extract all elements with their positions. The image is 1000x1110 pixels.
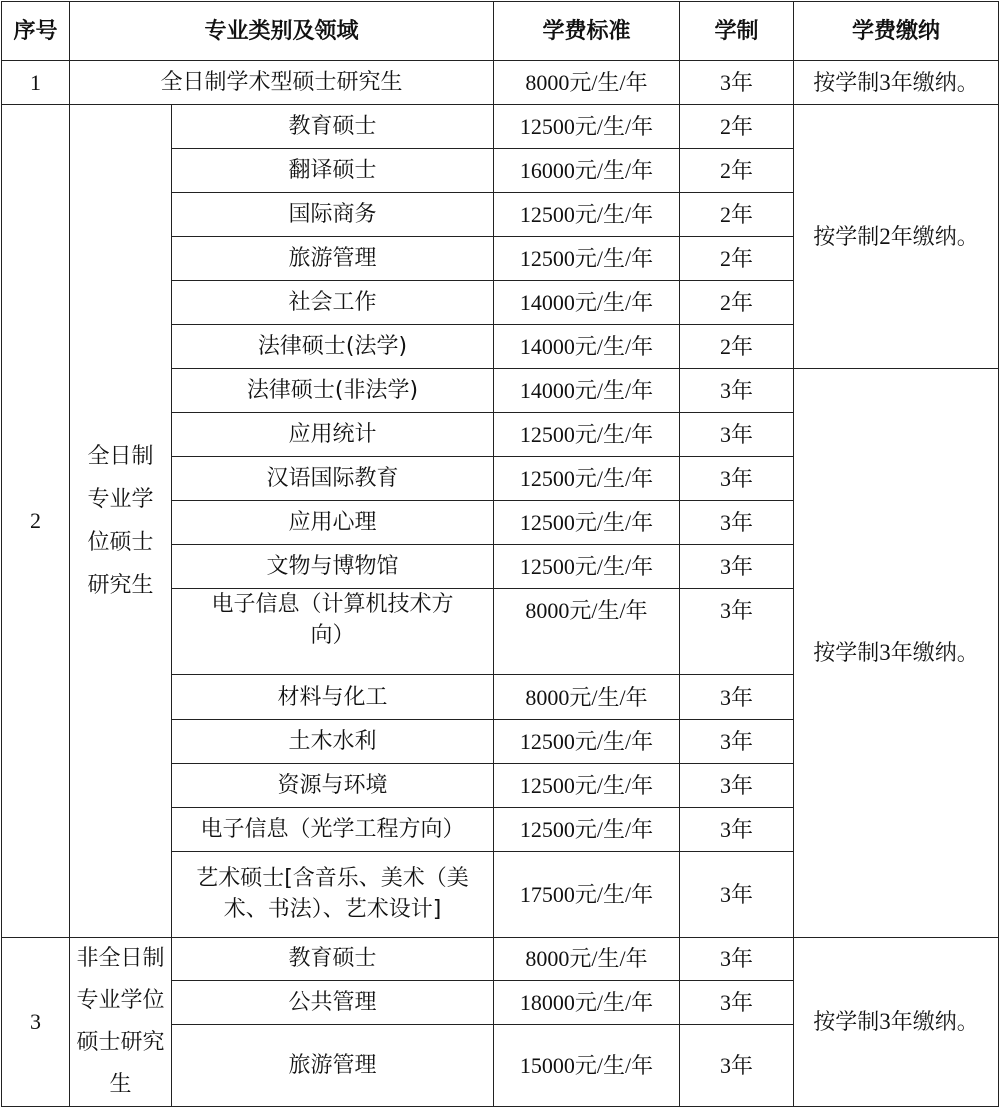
payment-years: 3 [879,639,891,665]
duration-cell: 3年 [680,545,794,589]
duration-cell: 3年 [680,61,794,105]
fee-cell: 12500元/生/年 [494,545,680,589]
tuition-fee-table [1,1,999,1107]
payment-prefix: 按学制 [813,640,880,666]
payment-years: 3 [879,69,891,95]
major-cell: 教育硕士 [172,937,494,980]
major-cell: 公共管理 [172,980,494,1024]
major-cell: 应用心理 [172,501,494,545]
payment-suffix: 年缴纳。 [890,640,979,666]
fee-cell: 12500元/生/年 [494,457,680,501]
duration-cell: 3年 [680,719,794,763]
major-cell: 电子信息（光学工程方向） [172,807,494,851]
header-category: 专业类别及领域 [70,2,494,61]
payment-years: 3 [879,1008,891,1034]
header-fee: 学费标准 [494,2,680,61]
fee-cell: 18000元/生/年 [494,980,680,1024]
major-cell: 国际商务 [172,193,494,237]
table-row [2,61,999,105]
category-line: 生 [109,1071,132,1097]
table-row [2,105,999,149]
payment-cell [794,105,999,369]
payment-suffix: 年缴纳。 [890,70,979,96]
major-cell [172,851,494,937]
duration-cell: 2年 [680,193,794,237]
major-cell: 社会工作 [172,281,494,325]
category-line: 专业学位 [76,987,165,1013]
duration-cell: 3年 [680,369,794,413]
header-row [2,2,999,61]
header-duration: 学制 [680,2,794,61]
major-cell: 法律硕士(法学) [172,325,494,369]
major-cell: 文物与博物馆 [172,545,494,589]
duration-cell: 3年 [680,589,794,675]
major-line: 电子信息（计算机技术方 [211,592,454,618]
fee-cell: 8000元/生/年 [494,675,680,719]
major-cell: 材料与化工 [172,675,494,719]
header-payment: 学费缴纳 [794,2,999,61]
fee-cell: 14000元/生/年 [494,369,680,413]
fee-cell: 8000元/生/年 [494,61,680,105]
payment-suffix: 年缴纳。 [890,1009,979,1035]
major-cell: 翻译硕士 [172,149,494,193]
payment-prefix: 按学制 [813,1009,880,1035]
major-cell: 资源与环境 [172,763,494,807]
duration-cell: 3年 [680,413,794,457]
seq-cell: 2 [2,105,70,938]
payment-cell [794,369,999,937]
fee-cell: 14000元/生/年 [494,281,680,325]
category-cell: 全日制学术型硕士研究生 [70,61,494,105]
fee-cell: 15000元/生/年 [494,1024,680,1106]
fee-cell: 12500元/生/年 [494,719,680,763]
fee-cell: 12500元/生/年 [494,237,680,281]
fee-cell: 17500元/生/年 [494,851,680,937]
major-cell: 汉语国际教育 [172,457,494,501]
fee-cell: 8000元/生/年 [494,589,680,675]
seq-cell: 3 [2,937,70,1106]
duration-cell: 3年 [680,1024,794,1106]
category-line: 全日制 [87,443,154,469]
payment-prefix: 按学制 [813,224,880,250]
duration-cell: 2年 [680,281,794,325]
fee-cell: 14000元/生/年 [494,325,680,369]
duration-cell: 3年 [680,501,794,545]
table-row [2,937,999,980]
duration-cell: 3年 [680,937,794,980]
category-line: 非全日制 [76,945,165,971]
duration-cell: 2年 [680,237,794,281]
major-cell: 法律硕士(非法学) [172,369,494,413]
category-line: 专业学 [87,486,154,512]
duration-cell: 2年 [680,105,794,149]
duration-cell: 3年 [680,675,794,719]
fee-cell: 16000元/生/年 [494,149,680,193]
category-cell-parttime-professional [70,937,172,1106]
fee-cell: 12500元/生/年 [494,763,680,807]
duration-cell: 3年 [680,807,794,851]
duration-cell: 2年 [680,325,794,369]
payment-years: 2 [879,223,891,249]
major-cell: 土木水利 [172,719,494,763]
category-line: 硕士研究 [76,1029,165,1055]
category-cell-fulltime-professional [70,105,172,938]
fee-cell: 12500元/生/年 [494,105,680,149]
fee-cell: 8000元/生/年 [494,937,680,980]
major-line: 艺术硕士[含音乐、美术（美 [196,866,469,892]
major-cell: 旅游管理 [172,237,494,281]
duration-cell: 2年 [680,149,794,193]
major-line: 向） [310,623,355,649]
fee-cell: 12500元/生/年 [494,413,680,457]
major-cell: 应用统计 [172,413,494,457]
duration-cell: 3年 [680,980,794,1024]
payment-cell [794,937,999,1106]
major-cell: 旅游管理 [172,1024,494,1106]
fee-cell: 12500元/生/年 [494,501,680,545]
payment-cell [794,61,999,105]
payment-suffix: 年缴纳。 [890,224,979,250]
seq-cell: 1 [2,61,70,105]
duration-cell: 3年 [680,457,794,501]
major-cell [172,589,494,675]
major-line: 术、书法）、艺术设计] [223,897,442,923]
duration-cell: 3年 [680,851,794,937]
major-cell: 教育硕士 [172,105,494,149]
header-seq: 序号 [2,2,70,61]
fee-cell: 12500元/生/年 [494,193,680,237]
category-line: 研究生 [87,572,154,598]
category-line: 位硕士 [87,529,154,555]
payment-prefix: 按学制 [813,70,880,96]
duration-cell: 3年 [680,763,794,807]
fee-cell: 12500元/生/年 [494,807,680,851]
